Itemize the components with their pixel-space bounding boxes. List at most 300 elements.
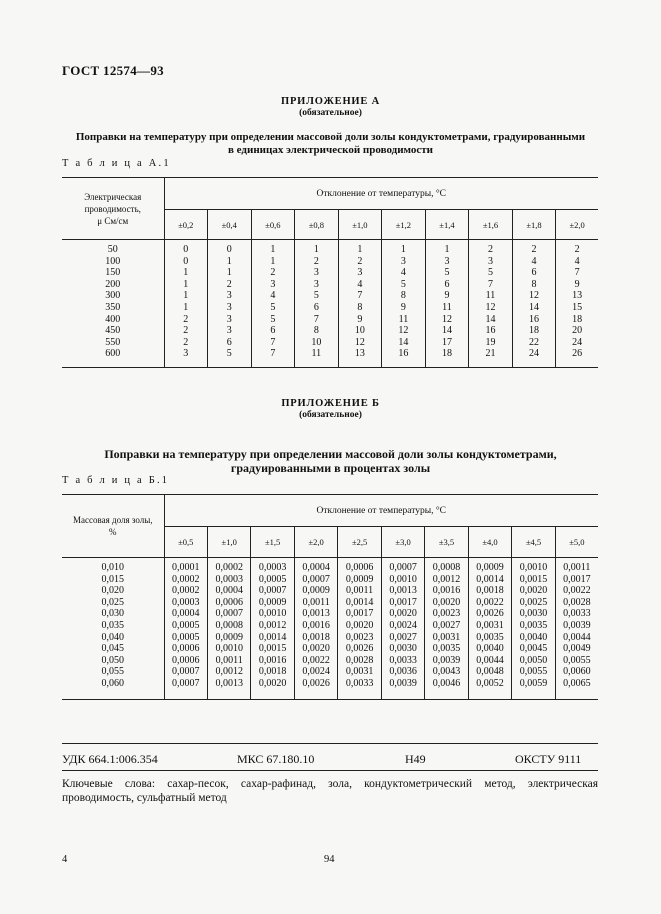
table-cell: 2 — [487, 244, 493, 255]
column-header: ±4,5 — [512, 527, 555, 558]
table-cell: 17 — [441, 336, 452, 348]
table-cell: 0,0020 — [389, 608, 417, 620]
row-label: 100 — [105, 255, 121, 267]
table-cell: 1 — [183, 301, 189, 313]
table-cell: 0,0016 — [258, 654, 287, 666]
data-column — [164, 240, 208, 368]
table-cell: 1 — [183, 290, 189, 302]
data-column — [251, 558, 294, 700]
table-cell: 0,0005 — [258, 573, 287, 585]
table-cell: 0,0005 — [171, 631, 200, 643]
table-cell: 18 — [529, 325, 540, 337]
table-cell: 0 — [183, 244, 189, 255]
keywords: Ключевые слова: сахар-песок, сахар-рафинад, зола, кондуктометрический метод, электрическая проводимость, сульфатный метод — [62, 778, 598, 804]
table-cell: 0,0023 — [432, 608, 461, 620]
table-cell: 0,0014 — [476, 573, 504, 585]
table-cell: 0,0004 — [215, 585, 243, 597]
table-cell: 0,0006 — [171, 654, 200, 666]
table-cell: 1 — [270, 255, 276, 267]
table-cell: 0,0007 — [258, 585, 287, 597]
table-cell: 8 — [313, 325, 319, 337]
row-label: 400 — [105, 313, 121, 325]
table-cell: 7 — [313, 313, 319, 325]
table-cell: 5 — [487, 267, 493, 279]
table-cell: 6 — [531, 267, 537, 279]
row-label: 450 — [105, 325, 121, 337]
table-cell: 0,0059 — [519, 677, 548, 689]
table-cell: 0,0052 — [476, 677, 504, 689]
table-cell: 6 — [270, 325, 276, 337]
table-cell: 0,0046 — [432, 677, 461, 689]
table-cell: 0,0049 — [563, 643, 591, 655]
row-label: 0,010 — [101, 562, 124, 573]
table-cell: 3 — [313, 278, 319, 290]
row-label-column — [62, 558, 164, 700]
appendix-a-heading-line1: Поправки на температуру при определении массовой доли золы кондуктометрами, градуированными — [75, 131, 586, 143]
table-cell: 18 — [572, 313, 583, 325]
table-cell: 0,0009 — [476, 562, 504, 573]
table-cell: 14 — [441, 325, 452, 337]
row-label: 0,020 — [101, 585, 124, 597]
row-label-column — [62, 240, 164, 368]
table-cell: 1 — [313, 244, 319, 255]
table-cell: 12 — [485, 301, 496, 313]
table-cell: 0,0022 — [563, 585, 591, 597]
table-cell: 6 — [313, 301, 319, 313]
data-column — [338, 558, 381, 700]
table-cell: 0,0003 — [215, 573, 243, 585]
row-label: 50 — [107, 244, 118, 255]
table-cell: 12 — [441, 313, 452, 325]
column-header: ±0,5 — [164, 527, 207, 558]
table-cell: 0,0009 — [258, 596, 287, 608]
table-cell: 14 — [529, 301, 540, 313]
column-header: ±1,0 — [207, 527, 250, 558]
table-cell: 0,0035 — [519, 619, 548, 631]
group-code: Н49 — [405, 752, 426, 766]
data-column — [207, 558, 250, 700]
table-cell: 0,0060 — [563, 666, 591, 678]
table-cell: 0,0013 — [215, 677, 243, 689]
table-cell: 0,0011 — [215, 654, 243, 666]
table-cell: 0,0009 — [345, 573, 374, 585]
table-cell: 0,0033 — [389, 654, 417, 666]
data-column — [555, 558, 598, 700]
table-cell: 0,0018 — [302, 631, 330, 643]
table-cell: 24 — [529, 348, 540, 360]
appendix-b-heading-line1: Поправки на температуру при определении массовой доли золы кондуктометрами, — [104, 447, 557, 461]
table-cell: 2 — [313, 255, 319, 267]
table-cell: 0,0033 — [345, 677, 374, 689]
table-cell: 9 — [357, 313, 363, 325]
table-cell: 0,0010 — [519, 562, 548, 573]
data-column — [294, 558, 337, 700]
row-label: 0,030 — [101, 608, 124, 620]
page-number-center: 94 — [324, 854, 335, 865]
span-header: Отклонение от температуры, °С — [164, 495, 598, 527]
table-cell: 11 — [311, 348, 322, 360]
table-cell: 3 — [313, 267, 319, 279]
table-cell: 0,0009 — [215, 631, 243, 643]
table-cell: 18 — [441, 348, 452, 360]
table-cell: 5 — [270, 313, 276, 325]
table-cell: 15 — [572, 301, 583, 313]
row-label: 0,040 — [101, 631, 124, 643]
table-cell: 24 — [572, 336, 583, 348]
table-cell: 3 — [357, 267, 363, 279]
table-cell: 0,0004 — [171, 608, 200, 620]
span-header: Отклонение от температуры, °С — [164, 178, 598, 210]
row-label: 600 — [105, 348, 121, 360]
table-cell: 0,0031 — [345, 666, 374, 678]
table-cell: 7 — [574, 267, 580, 279]
table-a1-label: Т а б л и ц а А.1 — [62, 158, 171, 169]
table-cell: 10 — [354, 325, 365, 337]
table-cell: 0,0013 — [302, 608, 330, 620]
table-cell: 0,0028 — [345, 654, 374, 666]
table-cell: 0,0006 — [345, 562, 374, 573]
table-cell: 0,0009 — [302, 585, 330, 597]
row-label: 0,055 — [101, 666, 124, 678]
row-label: 0,045 — [101, 643, 124, 655]
table-cell: 0,0016 — [432, 585, 461, 597]
col-header-first-line: Массовая доля золы, — [72, 515, 153, 525]
footer-rule-top — [62, 743, 598, 744]
appendix-b-title: ПРИЛОЖЕНИЕ Б — [281, 398, 380, 409]
table-cell: 0,0035 — [476, 631, 504, 643]
table-cell: 0,0022 — [476, 596, 504, 608]
row-label: 200 — [105, 278, 121, 290]
column-header: ±2,5 — [338, 527, 381, 558]
table-cell: 0,0007 — [171, 666, 200, 678]
table-cell: 6 — [444, 278, 450, 290]
data-column — [512, 240, 556, 368]
table-cell: 13 — [354, 348, 365, 360]
table-cell: 0,0007 — [302, 573, 330, 585]
table-cell: 2 — [357, 255, 363, 267]
data-column — [338, 240, 382, 368]
col-header-first-line: Электрическая — [84, 191, 142, 202]
table-cell: 16 — [529, 313, 540, 325]
table-cell: 0,0023 — [345, 631, 374, 643]
row-label: 0,025 — [101, 596, 124, 608]
table-cell: 14 — [398, 336, 409, 348]
table-cell: 3 — [226, 301, 232, 313]
appendix-a-title: ПРИЛОЖЕНИЕ А — [280, 96, 380, 107]
table-cell: 0,0031 — [476, 619, 504, 631]
table-cell: 0,0044 — [563, 631, 591, 643]
table-cell: 0,0011 — [302, 596, 330, 608]
table-cell: 0,0024 — [302, 666, 330, 678]
table-cell: 3 — [226, 290, 232, 302]
table-cell: 0,0050 — [519, 654, 548, 666]
table-cell: 0,0055 — [519, 666, 548, 678]
table-cell: 2 — [183, 336, 189, 348]
table-cell: 8 — [357, 301, 363, 313]
table-cell: 1 — [226, 267, 232, 279]
table-cell: 4 — [574, 255, 580, 267]
data-column — [251, 240, 295, 368]
data-column — [468, 558, 511, 700]
table-cell: 0,0007 — [215, 608, 243, 620]
table-cell: 0,0002 — [215, 562, 243, 573]
table-cell: 0,0030 — [519, 608, 548, 620]
table-cell: 19 — [485, 336, 496, 348]
table-cell: 3 — [183, 348, 189, 360]
column-header: ±1,4 — [425, 210, 469, 240]
table-cell: 0,0027 — [389, 631, 417, 643]
table-cell: 2 — [183, 325, 189, 337]
appendix-b-heading-line2: градуированными в процентах золы — [230, 461, 431, 475]
okstu-code: ОКСТУ 9111 — [515, 752, 582, 766]
table-cell: 9 — [400, 301, 406, 313]
column-header: ±3,0 — [381, 527, 424, 558]
table-cell: 0 — [226, 244, 232, 255]
table-cell: 1 — [226, 255, 232, 267]
table-cell: 0,0006 — [215, 596, 243, 608]
table-cell: 0,0026 — [476, 608, 504, 620]
table-cell: 4 — [357, 278, 363, 290]
data-column — [512, 558, 555, 700]
table-cell: 0,0017 — [345, 608, 374, 620]
table-cell: 0,0010 — [258, 608, 287, 620]
table-cell: 0,0020 — [302, 643, 330, 655]
table-cell: 8 — [531, 278, 537, 290]
column-header: ±2,0 — [556, 210, 598, 240]
column-header: ±0,6 — [251, 210, 295, 240]
data-column — [381, 558, 424, 700]
table-cell: 0,0031 — [432, 631, 461, 643]
table-cell: 0,0002 — [171, 585, 200, 597]
table-cell: 0,0020 — [345, 619, 374, 631]
table-cell: 26 — [572, 348, 583, 360]
table-cell: 20 — [572, 325, 583, 337]
appendix-a-heading-line2: в единицах электрической проводимости — [227, 144, 434, 156]
table-cell: 1 — [183, 278, 189, 290]
table-cell: 5 — [400, 278, 406, 290]
table-cell: 0,0039 — [432, 654, 461, 666]
column-header: ±1,6 — [469, 210, 513, 240]
table-cell: 0,0033 — [563, 608, 591, 620]
table-cell: 0,0010 — [389, 573, 417, 585]
col-header-first-line: μ См/см — [97, 215, 129, 226]
col-header-first — [62, 178, 164, 240]
table-cell: 3 — [444, 255, 450, 267]
table-cell: 0,0018 — [476, 585, 504, 597]
row-label: 300 — [105, 290, 121, 302]
table-cell: 0,0048 — [476, 666, 504, 678]
table-cell: 5 — [444, 267, 450, 279]
standard-number: ГОСТ 12574—93 — [62, 63, 164, 78]
table-cell: 0,0044 — [476, 654, 504, 666]
page-number-left: 4 — [62, 854, 68, 865]
col-header-first-line: % — [109, 527, 117, 537]
data-column — [556, 240, 598, 368]
table-cell: 1 — [400, 244, 406, 255]
table-cell: 2 — [531, 244, 537, 255]
mks-code: МКС 67.180.10 — [237, 752, 315, 766]
column-header: ±0,2 — [164, 210, 208, 240]
table-cell: 0,0018 — [258, 666, 287, 678]
data-column — [469, 240, 513, 368]
table-cell: 0,0043 — [432, 666, 461, 678]
table-cell: 0,0020 — [258, 677, 287, 689]
table-cell: 0,0012 — [258, 619, 287, 631]
column-header: ±5,0 — [555, 527, 598, 558]
table-cell: 10 — [311, 336, 322, 348]
table-cell: 0,0025 — [519, 596, 548, 608]
table-cell: 16 — [485, 325, 496, 337]
column-header: ±2,0 — [294, 527, 337, 558]
table-cell: 0 — [183, 255, 189, 267]
table-cell: 16 — [398, 348, 409, 360]
table-cell: 0,0040 — [519, 631, 548, 643]
table-cell: 0,0028 — [563, 596, 591, 608]
table-cell: 0,0008 — [432, 562, 461, 573]
column-header: ±1,0 — [338, 210, 382, 240]
row-label: 0,015 — [101, 573, 124, 585]
table-cell: 0,0016 — [302, 619, 330, 631]
table-cell: 0,0026 — [302, 677, 330, 689]
table-cell: 12 — [398, 325, 409, 337]
table-cell: 0,0055 — [563, 654, 591, 666]
table-cell: 14 — [485, 313, 496, 325]
table-cell: 4 — [400, 267, 406, 279]
table-cell: 0,0039 — [563, 619, 591, 631]
table-cell: 0,0017 — [389, 596, 417, 608]
table-cell: 9 — [574, 278, 580, 290]
table-cell: 0,0015 — [258, 643, 287, 655]
table-cell: 5 — [226, 348, 232, 360]
table-cell: 0,0036 — [389, 666, 417, 678]
table-cell: 0,0015 — [519, 573, 548, 585]
column-header: ±0,4 — [208, 210, 252, 240]
table-cell: 3 — [226, 325, 232, 337]
table-cell: 0,0011 — [563, 562, 591, 573]
table-cell: 0,0020 — [519, 585, 548, 597]
table-cell: 7 — [487, 278, 493, 290]
table-cell: 3 — [400, 255, 406, 267]
column-header: ±1,2 — [382, 210, 426, 240]
col-header-first — [62, 495, 164, 558]
column-header: ±4,0 — [468, 527, 511, 558]
table-cell: 11 — [442, 301, 452, 313]
table-cell: 0,0013 — [389, 585, 417, 597]
table-cell: 4 — [531, 255, 537, 267]
appendix-b-status: (обязательное) — [299, 410, 362, 420]
table-cell: 1 — [270, 244, 276, 255]
table-cell: 3 — [270, 278, 276, 290]
table-cell: 2 — [183, 313, 189, 325]
row-label: 350 — [105, 301, 121, 313]
table-cell: 0,0003 — [171, 596, 200, 608]
table-cell: 4 — [270, 290, 276, 302]
table-cell: 0,0005 — [171, 619, 200, 631]
table-cell: 0,0014 — [345, 596, 374, 608]
table-cell: 0,0001 — [171, 562, 200, 573]
row-label: 150 — [105, 267, 121, 279]
table-cell: 0,0026 — [345, 643, 374, 655]
table-cell: 1 — [444, 244, 450, 255]
appendix-a-status: (обязательное) — [299, 108, 362, 118]
row-label: 0,050 — [101, 654, 124, 666]
table-cell: 0,0002 — [171, 573, 200, 585]
table-cell: 0,0003 — [258, 562, 287, 573]
table-cell: 0,0007 — [171, 677, 200, 689]
footer-rule-bottom — [62, 770, 598, 771]
table-b1 — [62, 494, 598, 700]
table-cell: 0,0008 — [215, 619, 243, 631]
table-cell: 5 — [270, 301, 276, 313]
udk-code: УДК 664.1:006.354 — [62, 752, 158, 766]
col-header-first-line: проводимость, — [84, 203, 141, 214]
table-cell: 0,0065 — [563, 677, 591, 689]
table-cell: 0,0007 — [389, 562, 417, 573]
table-cell: 3 — [487, 255, 493, 267]
table-cell: 0,0024 — [389, 619, 417, 631]
table-cell: 0,0004 — [302, 562, 330, 573]
row-label: 0,060 — [101, 677, 124, 689]
data-column — [208, 240, 252, 368]
table-cell: 11 — [485, 290, 496, 302]
table-cell: 5 — [313, 290, 319, 302]
table-cell: 0,0020 — [432, 596, 461, 608]
table-cell: 0,0027 — [432, 619, 461, 631]
table-cell: 6 — [226, 336, 232, 348]
table-cell: 7 — [270, 336, 276, 348]
table-cell: 13 — [572, 290, 583, 302]
table-cell: 0,0012 — [432, 573, 461, 585]
row-label: 550 — [105, 336, 121, 348]
column-header: ±1,5 — [251, 527, 294, 558]
table-cell: 0,0010 — [215, 643, 243, 655]
table-cell: 0,0006 — [171, 643, 200, 655]
table-cell: 0,0022 — [302, 654, 330, 666]
table-cell: 1 — [357, 244, 363, 255]
table-cell: 8 — [400, 290, 406, 302]
column-header: ±0,8 — [295, 210, 339, 240]
table-a1 — [62, 177, 598, 368]
table-cell: 0,0030 — [389, 643, 417, 655]
table-cell: 1 — [183, 267, 189, 279]
table-cell: 12 — [354, 336, 365, 348]
data-column — [382, 240, 426, 368]
row-label: 0,035 — [101, 619, 124, 631]
data-column — [295, 240, 339, 368]
data-column — [164, 558, 207, 700]
table-cell: 21 — [485, 348, 496, 360]
table-cell: 0,0045 — [519, 643, 548, 655]
table-cell: 0,0014 — [258, 631, 287, 643]
column-header: ±3,5 — [425, 527, 468, 558]
table-cell: 2 — [270, 267, 276, 279]
table-cell: 9 — [444, 290, 450, 302]
table-cell: 0,0040 — [476, 643, 504, 655]
table-cell: 0,0012 — [215, 666, 243, 678]
table-cell: 3 — [226, 313, 232, 325]
table-cell: 2 — [226, 278, 232, 290]
table-cell: 0,0035 — [432, 643, 461, 655]
table-cell: 22 — [529, 336, 540, 348]
table-cell: 11 — [398, 313, 409, 325]
table-cell: 12 — [529, 290, 540, 302]
column-header: ±1,8 — [512, 210, 556, 240]
data-column — [425, 558, 468, 700]
table-cell: 0,0039 — [389, 677, 417, 689]
table-cell: 7 — [357, 290, 363, 302]
data-column — [425, 240, 469, 368]
table-b1-label: Т а б л и ц а Б.1 — [62, 475, 170, 486]
